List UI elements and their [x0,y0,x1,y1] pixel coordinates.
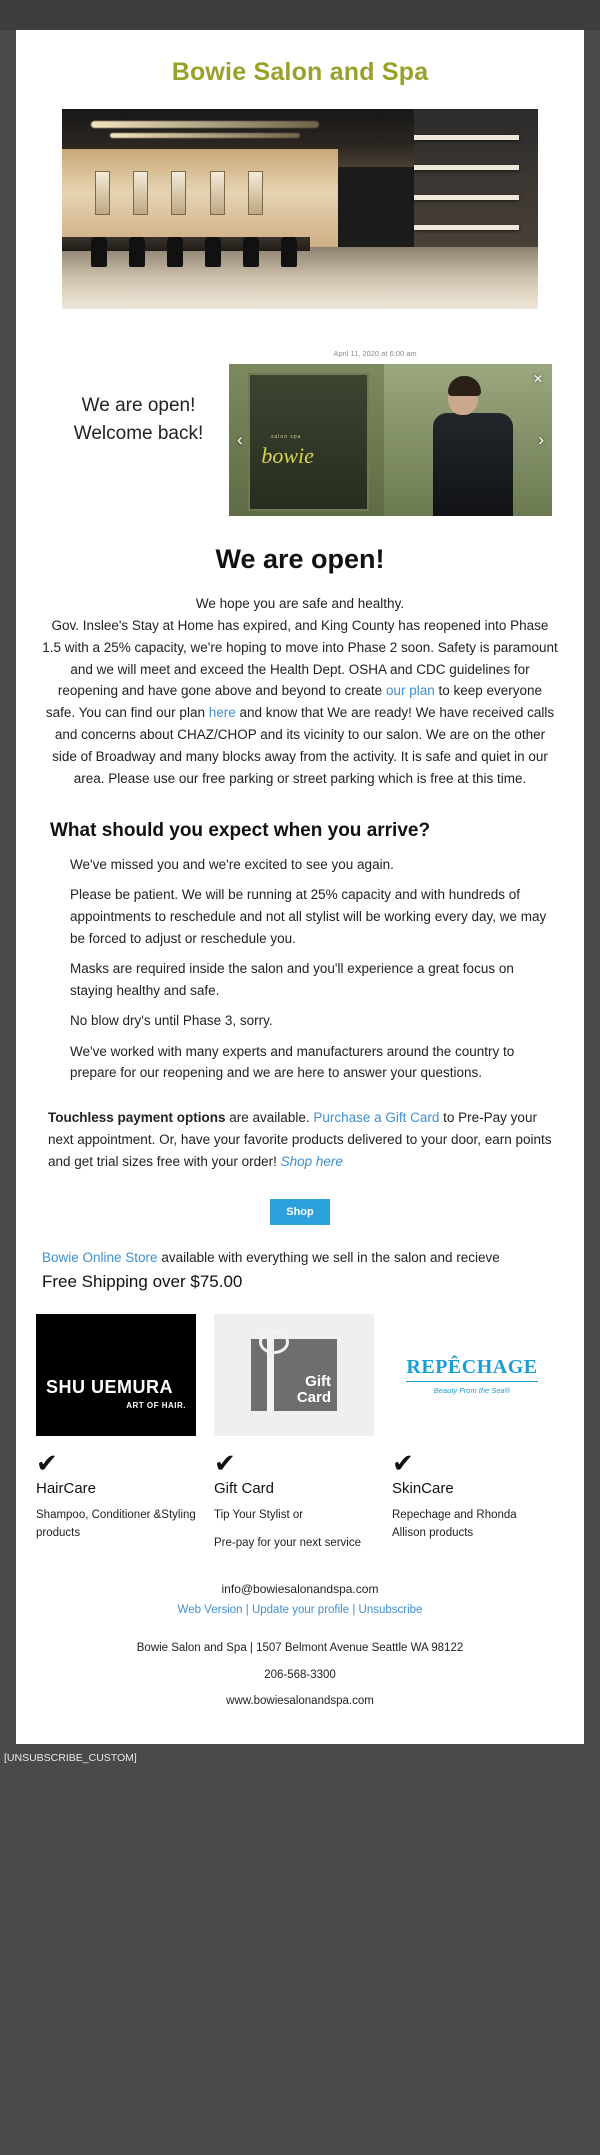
shelf-shape [414,135,519,140]
chair-shape [281,237,297,267]
shelf-shape [414,165,519,170]
card-description-line1: Tip Your Stylist or [214,1509,304,1522]
shelf-shape [414,195,519,200]
card-title: Gift Card [214,1480,275,1498]
post-block [16,349,584,516]
card-title: HairCare [36,1480,97,1498]
repechage-brand-name: REPÊCHAGE [406,1355,538,1378]
footer-links [16,1553,584,1621]
web-version-link[interactable]: Web Version [177,1604,243,1617]
carousel-next-icon[interactable]: › [538,430,544,449]
gift-label-line1: Gift [305,1372,331,1390]
shop-button-wrap [16,1173,584,1247]
carousel-prev-icon[interactable]: ‹ [237,430,243,449]
salon-interior-image [62,109,538,309]
body-part2: Gov. Inslee's Stay at Home has expired, and King County has reopened into Phase 1.5 with a 25% capacity, we're hoping to move into Phase 2 soon. Safety is paramount and we will meet and exceed the Health Dept. OSHA and CDC guidelines for reopening and have gone above and beyond to create [42,617,558,699]
mirror-shape [95,171,110,215]
expect-list [16,854,584,1084]
shu-brand-sub: ART OF HAIR. [126,1401,186,1411]
chair-shape [91,237,107,267]
product-cards [16,1292,584,1553]
check-icon: ✔ [214,1448,236,1479]
mirror-shape [210,171,225,215]
update-profile-link[interactable]: Update your profile [251,1604,350,1617]
store-line [16,1247,584,1269]
link-separator: | [352,1604,356,1617]
photo-logo: bowie [261,443,314,469]
post-left-line2: Welcome back! [73,422,204,444]
photo-door-shape [248,373,368,511]
footer-link-row [36,1600,564,1621]
contact-email: info@bowiesalonandspa.com [221,1581,379,1596]
body-copy [16,593,584,790]
bow-icon [259,1330,289,1354]
mirror-shape [248,171,263,215]
unsubscribe-custom-bar: [UNSUBSCRIBE_CUSTOM] [0,1744,600,1780]
shop-here-link[interactable]: Shop here [280,1153,343,1169]
repechage-image [392,1314,552,1436]
expect-heading: What should you expect when you arrive? [50,819,431,841]
spacer [16,309,584,349]
mirror-shape [171,171,186,215]
footer-address: Bowie Salon and Spa | 1507 Belmont Avenue Seattle WA 98122 [136,1642,464,1655]
list-item: Masks are required inside the salon and you'll experience a great focus on staying healthy and safe. [70,961,514,998]
hero-image-wrap [16,109,584,309]
footer-meta [16,1621,584,1734]
unsubscribe-link[interactable]: Unsubscribe [358,1604,423,1617]
email-body [16,30,584,1744]
gift-box-shape [251,1339,337,1411]
here-link[interactable]: here [208,705,236,721]
touchless-bold: Touchless payment options [48,1110,226,1126]
light-strip-icon [91,121,319,128]
wave-divider [406,1381,537,1382]
list-item: We've missed you and we're excited to see you again. [70,856,394,872]
shelf-shape [414,225,519,230]
photo-person-body [433,413,513,516]
link-separator: | [245,1604,249,1617]
close-icon[interactable]: ✕ [532,372,543,386]
bowie-online-store-link[interactable]: Bowie Online Store [42,1249,158,1265]
chair-shape [167,237,183,267]
shop-button[interactable]: Shop [270,1199,330,1225]
top-bar [0,0,600,30]
post-left-text [48,364,229,447]
repechage-tagline: Beauty From the Sea® [433,1385,511,1395]
headline: We are open! [215,544,385,574]
card-title: SkinCare [392,1480,454,1498]
post-photo [229,364,552,516]
mirror-shape [133,171,148,215]
gift-card-label [297,1374,337,1412]
store-text: available with everything we sell in the salon and recieve [157,1249,500,1265]
body-part4: and know that We are ready! We have received calls and concerns about CHAZ/CHOP and its vicinity to our salon. We are on the other side of Broadway and many blocks away from the activity. It is safe and quiet in our area. Please use our free parking or street parking which is free at this time. [52,705,555,786]
chair-shape [129,237,145,267]
our-plan-link[interactable]: our plan [385,683,435,699]
chair-shape [205,237,221,267]
light-strip-icon [110,133,300,138]
post-row [48,364,552,516]
purchase-gift-card-link[interactable]: Purchase a Gift Card [313,1110,440,1126]
photo-sublogo: salon spa [271,433,302,440]
touchless-paragraph [16,1093,584,1173]
check-icon: ✔ [392,1448,414,1479]
page-title: Bowie Salon and Spa [171,58,429,86]
card-description: Repechage and Rhonda Allison products [392,1509,517,1540]
card-haircare [36,1314,196,1553]
list-item: We've worked with many experts and manufacturers around the country to prepare for our reopening and we are here to answer your questions. [70,1043,515,1081]
free-shipping-text: Free Shipping over $75.00 [42,1272,243,1292]
card-description-line2: Pre-pay for your next service [214,1537,362,1550]
post-date: April 11, 2020 at 6:00 am [333,349,417,358]
gift-label-line2: Card [296,1388,331,1406]
card-description: Shampoo, Conditioner &Styling products [36,1509,196,1540]
post-left-line1: We are open! [81,395,196,416]
touchless-text1: are available. [225,1110,314,1126]
body-part1: We hope you are safe and healthy. [195,596,405,611]
body-part3: to keep everyone safe. You can find our plan [45,683,543,721]
card-gift-card [214,1314,374,1553]
shu-uemura-image [36,1314,196,1436]
list-item: Please be patient. We will be running at 25% capacity and with hundreds of appointments to reschedule and not all stylist will be working every day, we may be forced to adjust or reschedule you. [70,887,547,946]
footer-website: www.bowiesalonandspa.com [226,1695,374,1708]
check-icon: ✔ [36,1448,58,1479]
list-item: No blow dry's until Phase 3, sorry. [70,1013,273,1029]
shu-brand-name: SHU UEMURA [46,1377,174,1398]
footer-phone: 206-568-3300 [264,1668,336,1681]
card-skincare [392,1314,552,1553]
gift-card-image [214,1314,374,1436]
chair-shape [243,237,259,267]
touchless-text2: to Pre-Pay your next appointment. Or, have your favorite products delivered to your door, earn points and get trial sizes free with your order! [48,1110,552,1169]
